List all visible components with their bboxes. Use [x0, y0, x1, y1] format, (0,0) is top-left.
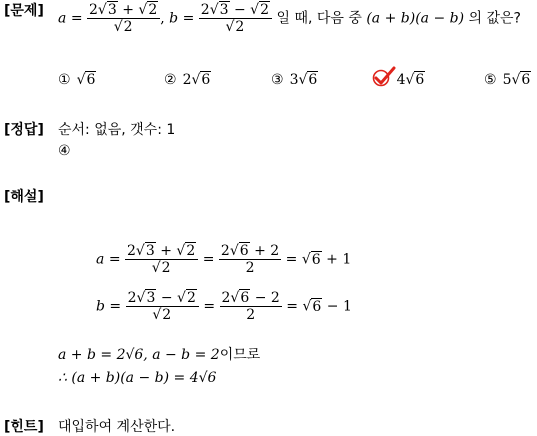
var-b: b — [169, 10, 179, 27]
answer-info: 순서: 없음, 갯수: 1 — [58, 122, 176, 138]
explanation-therefore: ∴ (a + b)(a − b) = 4√6 — [58, 370, 217, 386]
choice-2[interactable]: ② 2√6 — [164, 72, 211, 88]
choice-marker: ① — [58, 72, 71, 88]
explanation-sum-line: a + b = 2√6, a − b = 2이므로 — [58, 347, 261, 363]
choice-5[interactable]: ⑤ 5√6 — [484, 72, 531, 88]
explanation-eq-a: a = $\frac{2√3 + √2}{√2}$ = $\frac{2√6 + 2}{2}$ = √6 + 1 — [96, 243, 352, 277]
var-a: a — [58, 10, 67, 27]
section-answer-label: [정답] — [4, 122, 44, 138]
choice-4[interactable]: 4√6 — [378, 72, 425, 88]
section-problem-label: [문제] — [4, 3, 44, 19]
problem-text: 일 때, 다음 중 — [276, 10, 362, 27]
choice-marker: ③ — [271, 72, 284, 88]
choice-1[interactable]: ① √6 — [58, 72, 96, 88]
fraction-b: $\frac{2√3 - √2}{√2}$ — [199, 2, 272, 35]
problem-statement: a = $\frac{2√3 + √2}{√2}$ , b = $\frac{2√3 - √2}{√2}$ 일 때, 다음 중 (a + b)(a − b) 의 값은? — [58, 2, 521, 36]
section-hint-label: [힌트] — [4, 419, 44, 435]
answer-value: ④ — [58, 143, 71, 159]
checkmark-icon — [372, 66, 396, 88]
fraction-a: $\frac{2√3 + √2}{√2}$ — [87, 2, 160, 35]
choice-marker: ⑤ — [484, 72, 497, 88]
problem-expression: (a + b)(a − b) — [366, 10, 465, 27]
choice-marker: ② — [164, 72, 177, 88]
hint-text: 대입하여 계산한다. — [58, 419, 176, 435]
explanation-eq-b: b = $\frac{2√3 - √2}{√2}$ = $\frac{2√6 - 2}{2}$ = √6 − 1 — [96, 290, 352, 324]
section-explanation-label: [해설] — [4, 189, 44, 205]
choice-3[interactable]: ③ 3√6 — [271, 72, 318, 88]
problem-question: 의 값은? — [468, 10, 521, 27]
